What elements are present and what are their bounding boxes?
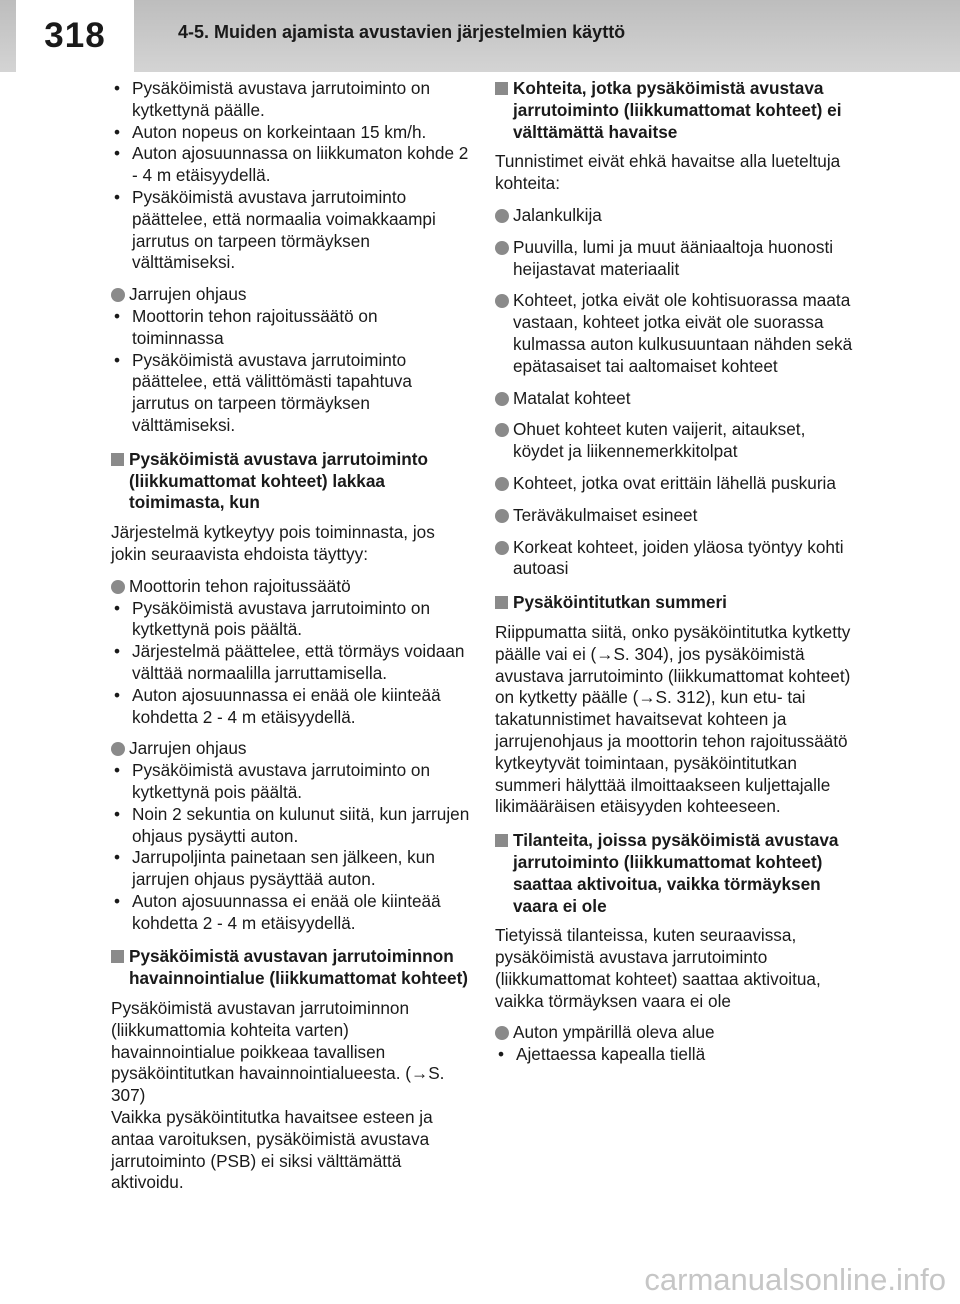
square-bullet-icon <box>495 834 508 847</box>
list-item: • Pysäköimistä avustava jarrutoiminto päättelee, että välittömästi tapahtuva jarrutus on tarpeen törmäyksen välttämiseksi. <box>114 349 412 435</box>
page-reference: S. 307) <box>111 1063 445 1106</box>
list-item: • Auton ajosuunnassa ei enää ole kiinteää kohdetta 2 - 4 m etäisyydellä. <box>114 890 441 933</box>
activation-heading: Tilanteita, joissa pysäköimistä avustava jarrutoiminto (liikkumattomat kohteet) saattaa aktivoitua, vaikka törmäyksen vaara ei ole <box>495 830 855 917</box>
range-section-text-2: Vaikka pysäköintitutka havaitsee esteen ja antaa varoituksen, pysäköimistä avustava jarrutoiminto (PSB) ei siksi välttämättä aktivoidu. <box>111 1107 433 1193</box>
list-item: Teräväkulmaiset esineet <box>495 505 855 527</box>
arrow-right-icon: → <box>638 687 656 708</box>
not-detected-heading: Kohteita, jotka pysäköimistä avustava jarrutoiminto (liikkumattomat kohteet) ei välttämättä havaitse <box>495 78 855 143</box>
not-detected-text: Tunnistimet eivät ehkä havaitse alla lueteltuja kohteita: <box>495 151 841 194</box>
list-item: Ohuet kohteet kuten vaijerit, aitaukset, köydet ja liikennemerkkitolpat <box>495 419 855 463</box>
buzzer-heading: Pysäköintitutkan summeri <box>495 592 855 614</box>
watermark: carmanualsonline.info <box>644 1262 946 1297</box>
list-item: • Pysäköimistä avustava jarrutoiminto päättelee, että normaalia voimakkaampi jarrutus on tarpeen törmäyksen välttämiseksi. <box>114 186 436 273</box>
circle-bullet-icon <box>111 288 125 302</box>
stops-section-text: Järjestelmä kytkeytyy pois toiminnasta, jos jokin seuraavista ehdoista täyttyy: <box>111 522 435 564</box>
list-item: • Ajettaessa kapealla tiellä <box>498 1044 706 1065</box>
list-item: Kohteet, jotka eivät ole kohtisuorassa maata vastaan, kohteet jotka eivät ole suorassa kulmassa auton kulkusuuntaan nähden sekä epätasaiset tai aaltomaiset kohteet <box>495 290 855 377</box>
arrow-right-icon: → <box>596 643 614 664</box>
activation-text: Tietyissä tilanteissa, kuten seuraavissa, pysäköimistä avustava jarrutoiminto (liikkumattomat kohteet) saattaa aktivoitua, vaikka törmäyksen vaara ei ole <box>495 925 821 1011</box>
stops-section-heading: Pysäköimistä avustava jarrutoiminto (liikkumattomat kohteet) lakkaa toimimasta, kun <box>111 449 471 514</box>
list-item: • Pysäköimistä avustava jarrutoiminto on kytkettynä päälle. <box>114 78 431 120</box>
list-item: • Auton ajosuunnassa ei enää ole kiinteää kohdetta 2 - 4 m etäisyydellä. <box>114 684 441 727</box>
right-column <box>495 78 855 1066</box>
circle-bullet-icon <box>495 477 509 491</box>
square-bullet-icon <box>495 596 508 609</box>
list-item: • Noin 2 sekuntia on kulunut siitä, kun jarrujen ohjaus pysäytti auton. <box>114 803 470 846</box>
intro-bullet-list <box>111 78 471 274</box>
circle-bullet-icon <box>495 1026 509 1040</box>
list-item: • Auton ajosuunnassa on liikkumaton kohde 2 - 4 m etäisyydellä. <box>114 143 469 186</box>
list-item: • Moottorin tehon rajoitussäätö on toiminnassa <box>114 305 378 348</box>
range-section-text: Pysäköimistä avustavan jarrutoiminnon (liikkumattomia kohteita varten) havainnointialue poikkeaa tavallisen pysäköintitutkan havainnointialueesta. (→S. 307) <box>111 998 445 1106</box>
circle-bullet-icon <box>495 509 509 523</box>
list-item: • Pysäköimistä avustava jarrutoiminto on kytkettynä pois päältä. <box>114 760 431 802</box>
circle-bullet-icon <box>495 241 509 255</box>
arrow-right-icon: → <box>411 1063 429 1084</box>
group-heading: Auton ympärillä oleva alue <box>495 1022 855 1044</box>
circle-bullet-icon <box>495 392 509 406</box>
brake-control-heading: Jarrujen ohjaus <box>111 284 471 306</box>
list-item: • Pysäköimistä avustava jarrutoiminto on kytkettynä pois päältä. <box>114 597 431 640</box>
list-item: • Järjestelmä päättelee, että törmäys voidaan välttää normaalilla jarruttamisella. <box>114 641 465 683</box>
square-bullet-icon <box>495 82 508 95</box>
circle-bullet-icon <box>495 209 509 223</box>
list-item: • Auton nopeus on korkeintaan 15 km/h. <box>114 121 427 142</box>
circle-bullet-icon <box>495 423 509 437</box>
circle-bullet-icon <box>495 541 509 555</box>
list-item: Kohteet, jotka ovat erittäin lähellä puskuria <box>495 473 855 495</box>
circle-bullet-icon <box>111 742 125 756</box>
buzzer-text: Riippumatta siitä, onko pysäköintitutka kytketty päälle vai ei (→S. 304), jos pysäköimistä avustava jarrutoiminto (liikkumattomat kohteet) on kytketty päälle (→S. 312), kun etu- tai takatunnistimet havaitsevat kohteen ja jarrujenohjaus ja moottorin tehon rajoitussäätö kytkeytyvät toimintaan, pysäköintitutkan summeri hälyttää ilmoittaakseen kuljettajalle likimääräisen etäisyyden kohteeseen. <box>495 621 851 817</box>
list-item: Matalat kohteet <box>495 388 855 410</box>
page-number: 318 <box>16 0 134 72</box>
circle-bullet-icon <box>111 580 125 594</box>
list-item: Jalankulkija <box>495 205 855 227</box>
range-section-heading: Pysäköimistä avustavan jarrutoiminnon havainnointialue (liikkumattomat kohteet) <box>111 946 471 990</box>
list-item: Puuvilla, lumi ja muut ääniaaltoja huonosti heijastavat materiaalit <box>495 237 855 281</box>
square-bullet-icon <box>111 453 124 466</box>
group-heading: Jarrujen ohjaus <box>111 738 471 760</box>
group-heading: Moottorin tehon rajoitussäätö <box>111 576 471 598</box>
list-item: Korkeat kohteet, joiden yläosa työntyy kohti autoasi <box>495 537 855 581</box>
list-item: • Jarrupoljinta painetaan sen jälkeen, kun jarrujen ohjaus pysäyttää auton. <box>114 847 435 890</box>
square-bullet-icon <box>111 950 124 963</box>
left-column <box>111 78 471 1194</box>
circle-bullet-icon <box>495 294 509 308</box>
section-title: 4-5. Muiden ajamista avustavien järjestelmien käyttö <box>178 22 626 42</box>
